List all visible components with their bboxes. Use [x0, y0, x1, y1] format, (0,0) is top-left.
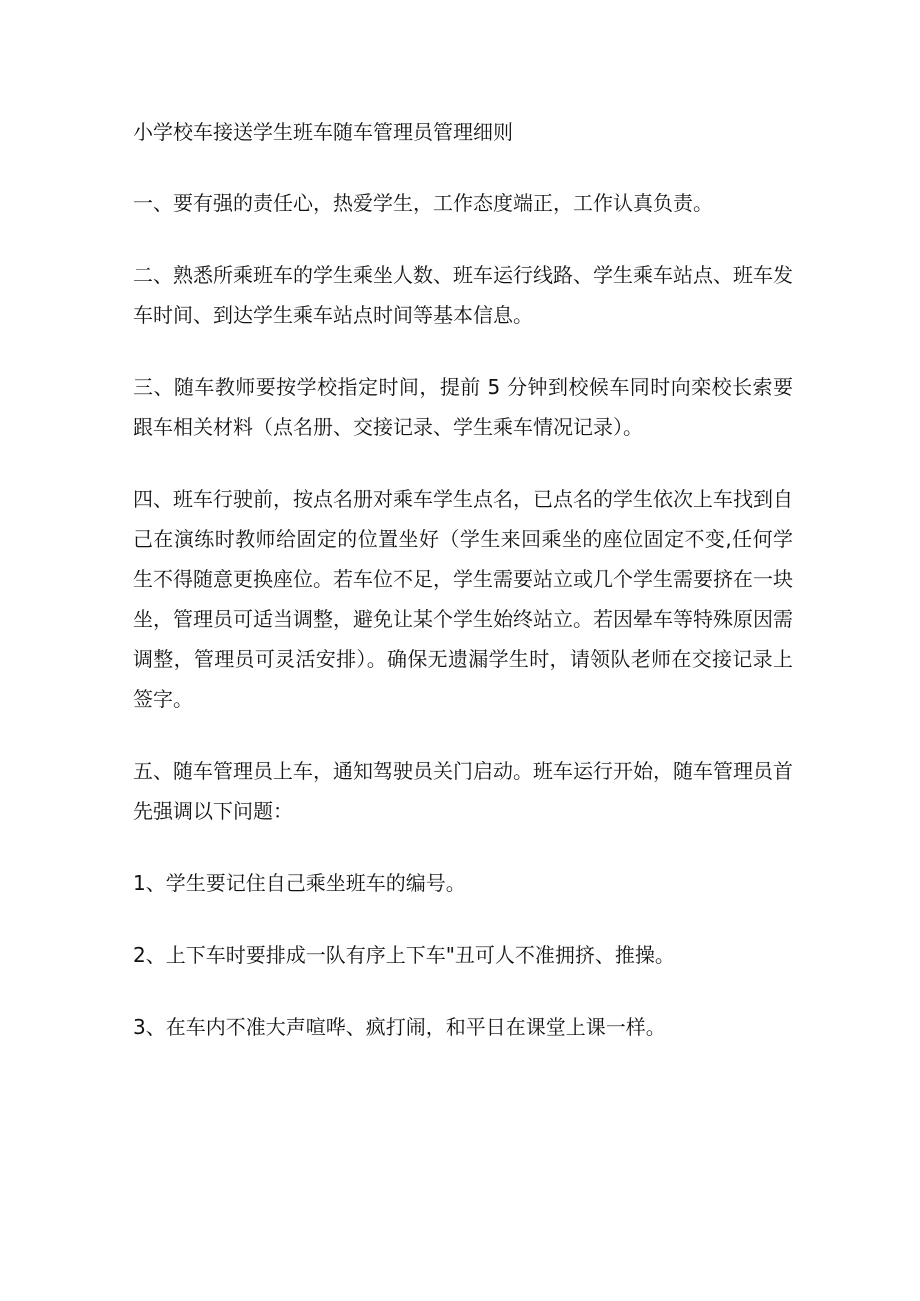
paragraph-4: 四、班车行驶前，按点名册对乘车学生点名，已点名的学生依次上车找到自己在演练时教师给固定的位置坐好（学生来回乘坐的座位固定不变,任何学生不得随意更换座位。若车位不足，学生需要站立或几个学生需要挤在一块坐，管理员可适当调整，避免让某个学生始终站立。若因晕车等特殊原因需调整，管理员可灵活安排）。确保无遗漏学生时，请领队老师在交接记录上签字。	[133, 487, 793, 711]
list-item-3: 3、在车内不准大声喧哗、疯打闹，和平日在课堂上课一样。	[133, 1015, 666, 1039]
list-item-2: 2、上下车时要排成一队有序上下车"丑可人不准拥挤、推操。	[133, 943, 675, 967]
spacer	[133, 975, 793, 1007]
spacer	[133, 903, 793, 935]
document-title: 小学校车接送学生班车随车管理员管理细则	[133, 120, 513, 144]
paragraph-2: 二、熟悉所乘班车的学生乘坐人数、班车运行线路、学生乘车站点、班车发车时间、到达学生乘车站点时间等基本信息。	[133, 263, 793, 327]
document-body	[133, 112, 793, 1047]
list-item-1: 1、学生要记住自己乘坐班车的编号。	[133, 871, 466, 895]
spacer	[133, 719, 793, 751]
paragraph-1: 一、要有强的责任心，热爱学生，工作态度端正，工作认真负责。	[133, 191, 713, 215]
spacer	[133, 831, 793, 863]
spacer	[133, 152, 793, 183]
spacer	[133, 335, 793, 367]
paragraph-3: 三、随车教师要按学校指定时间，提前 5 分钟到校候车同时向栾校长索要跟车相关材料（点名册、交接记录、学生乘车情况记录）。	[133, 375, 793, 439]
paragraph-5: 五、随车管理员上车，通知驾驶员关门启动。班车运行开始，随车管理员首先强调以下问题：	[133, 759, 793, 823]
spacer	[133, 447, 793, 479]
spacer	[133, 223, 793, 255]
